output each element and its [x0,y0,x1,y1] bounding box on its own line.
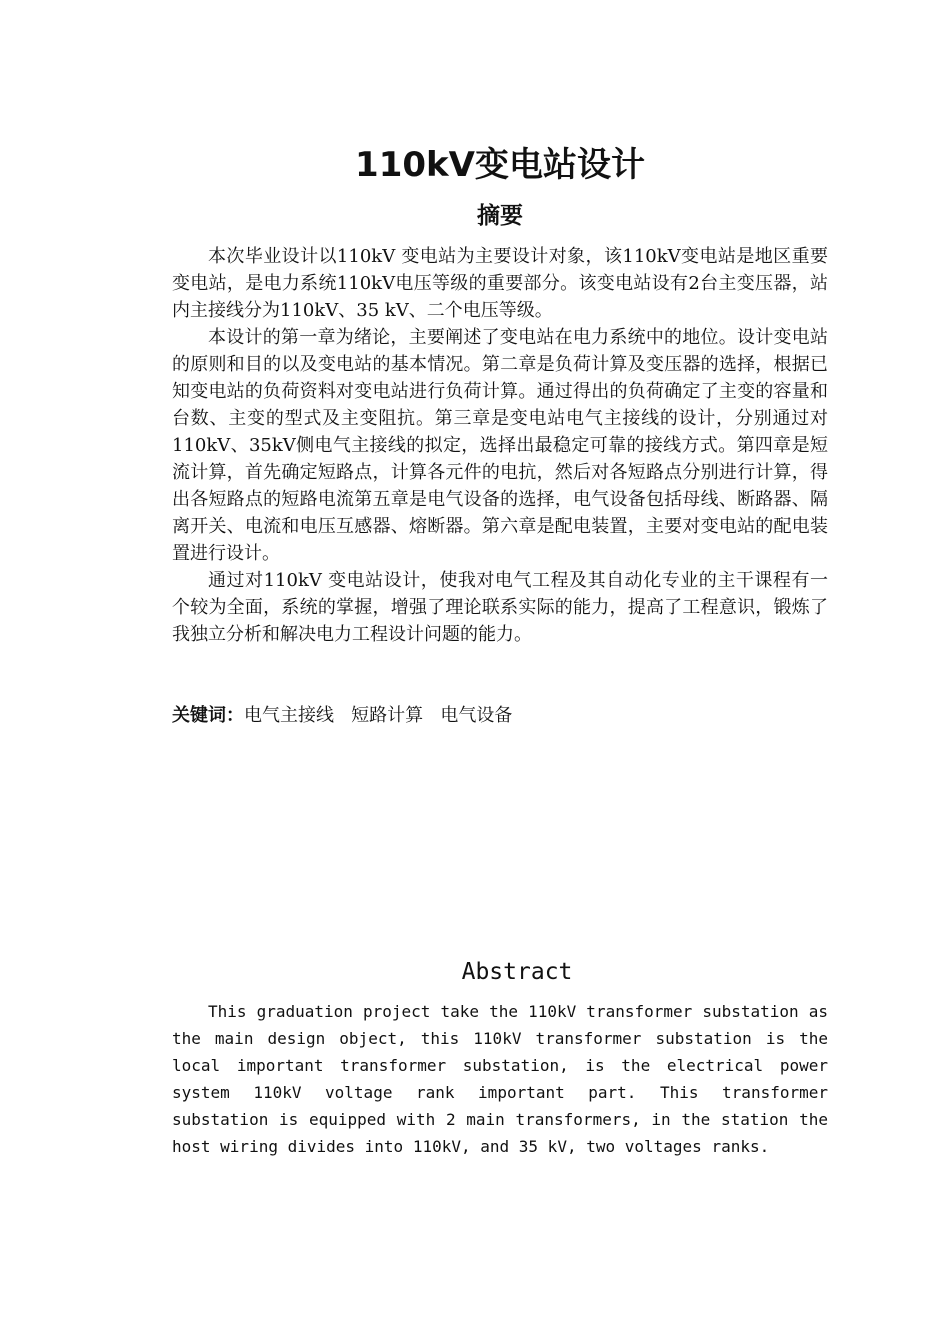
keywords-line [172,702,828,729]
chinese-abstract-body [172,243,828,648]
english-abstract-paragraph: This graduation project take the 110kV transformer substation as the main design object, this 110kV transformer substation is the local important transformer substation, is the electrical power system 110kV voltage rank important part. This transformer substation is equipped with 2 main transformers, in the station the host wiring divides into 110kV, and 35 kV, two voltages ranks. [172,1002,828,1156]
keywords-text: 电气主接线 短路计算 电气设备 [244,705,513,726]
keywords-label: 关键词： [172,705,244,726]
english-abstract-heading: Abstract [461,959,573,985]
abstract-paragraph: 本设计的第一章为绪论，主要阐述了变电站在电力系统中的地位。设计变电站的原则和目的以及变电站的基本情况。第二章是负荷计算及变压器的选择，根据已知变电站的负荷资料对变电站进行负荷计算。通过得出的负荷确定了主变的容量和台数、主变的型式及主变阻抗。第三章是变电站电气主接线的设计，分别通过对110kV、35kV侧电气主接线的拟定，选择出最稳定可靠的接线方式。第四章是短流计算，首先确定短路点，计算各元件的电抗，然后对各短路点分别进行计算，得出各短路点的短路电流第五章是电气设备的选择，电气设备包括母线、断路器、隔离开关、电流和电压互感器、熔断器。第六章是配电装置，主要对变电站的配电装置进行设计。 [172,327,828,564]
english-abstract-body [172,998,828,1160]
abstract-paragraph: 本次毕业设计以110kV 变电站为主要设计对象，该110kV变电站是地区重要变电站，是电力系统110kV电压等级的重要部分。该变电站设有2台主变压器，站内主接线分为110kV、35 kV、二个电压等级。 [172,246,828,321]
document-title: 110kV变电站设计 [355,145,645,185]
abstract-heading: 摘要 [477,203,523,229]
abstract-paragraph: 通过对110kV 变电站设计，使我对电气工程及其自动化专业的主干课程有一个较为全面，系统的掌握，增强了理论联系实际的能力，提高了工程意识，锻炼了我独立分析和解决电力工程设计问题的能力。 [172,570,828,645]
